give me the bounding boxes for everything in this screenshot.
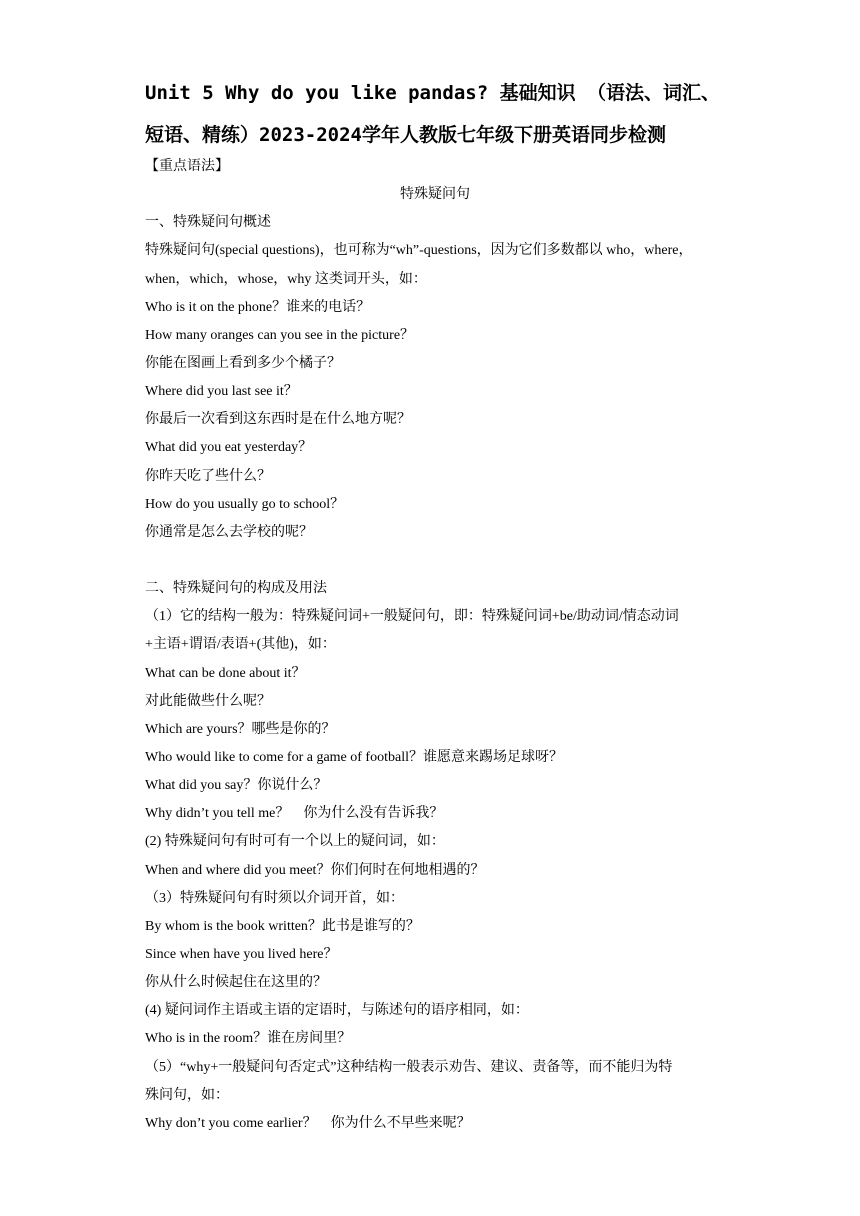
example-sentence: Where did you last see it？: [145, 384, 298, 400]
part2-heading: 二、特殊疑问句的构成及用法: [145, 581, 327, 597]
rule-text: （3）特殊疑问句有时须以介词开首，如：: [145, 890, 404, 906]
section-heading: 【重点语法】: [145, 159, 229, 174]
example-translation: 你能在图画上看到多少个橘子？: [145, 355, 341, 371]
rule-text: （1）它的结构一般为：特殊疑问词+一般疑问句，即：特殊疑问词+be/助动词/情态动词: [145, 609, 679, 625]
rule-text: 殊问句，如：: [145, 1087, 229, 1103]
example-sentence: How do you usually go to school？: [145, 496, 345, 512]
example-sentence: How many oranges can you see in the picture？: [145, 327, 415, 343]
topic-title: 特殊疑问句: [400, 187, 470, 203]
example-sentence: By whom is the book written？此书是谁写的？: [145, 918, 420, 934]
example-sentence: Who would like to come for a game of football？谁愿意来踢场足球呀？: [145, 749, 563, 765]
example-sentence: Why didn’t you tell me？ 你为什么没有告诉我？: [145, 806, 444, 822]
example-sentence: What can be done about it？: [145, 665, 306, 681]
example-sentence: Which are yours？哪些是你的？: [145, 721, 336, 737]
example-translation: 你通常是怎么去学校的呢？: [145, 524, 313, 540]
part1-intro-line: when，which，whose，why 这类词开头，如：: [145, 271, 427, 287]
example-sentence: Who is in the room？谁在房间里？: [145, 1031, 352, 1047]
blank-line: [145, 547, 725, 575]
example-translation: 你最后一次看到这东西时是在什么地方呢？: [145, 412, 411, 428]
example-translation: 你从什么时候起住在这里的？: [145, 975, 327, 991]
example-sentence: Who is it on the phone？谁来的电话？: [145, 299, 371, 315]
rule-text: （5）“why+一般疑问句否定式”这种结构一般表示劝告、建议、责备等，而不能归为特: [145, 1059, 673, 1075]
example-translation: 对此能做些什么呢？: [145, 693, 271, 709]
rule-text: +主语+谓语/表语+(其他)，如：: [145, 637, 336, 653]
rule-text: (2) 特殊疑问句有时可有一个以上的疑问词，如：: [145, 834, 445, 850]
example-translation: 你昨天吃了些什么？: [145, 468, 271, 484]
part1-heading: 一、特殊疑问句概述: [145, 215, 271, 231]
rule-text: (4) 疑问词作主语或主语的定语时，与陈述句的语序相同，如：: [145, 1003, 529, 1019]
example-sentence: Since when have you lived here？: [145, 946, 338, 962]
example-sentence: When and where did you meet？你们何时在何地相遇的？: [145, 862, 485, 878]
document-body: [145, 153, 725, 1138]
example-sentence: What did you eat yesterday？: [145, 440, 313, 456]
part1-intro-line: 特殊疑问句(special questions)，也可称为“wh”-questions，因为它们多数都以 who，where，: [145, 243, 693, 259]
document-title: Unit 5 Why do you like pandas? 基础知识 （语法、词汇、短语、精练）2023-2024学年人教版七年级下册英语同步检测: [145, 82, 721, 146]
example-sentence: Why don’t you come earlier？ 你为什么不早些来呢？: [145, 1115, 471, 1131]
example-sentence: What did you say？你说什么？: [145, 778, 328, 794]
